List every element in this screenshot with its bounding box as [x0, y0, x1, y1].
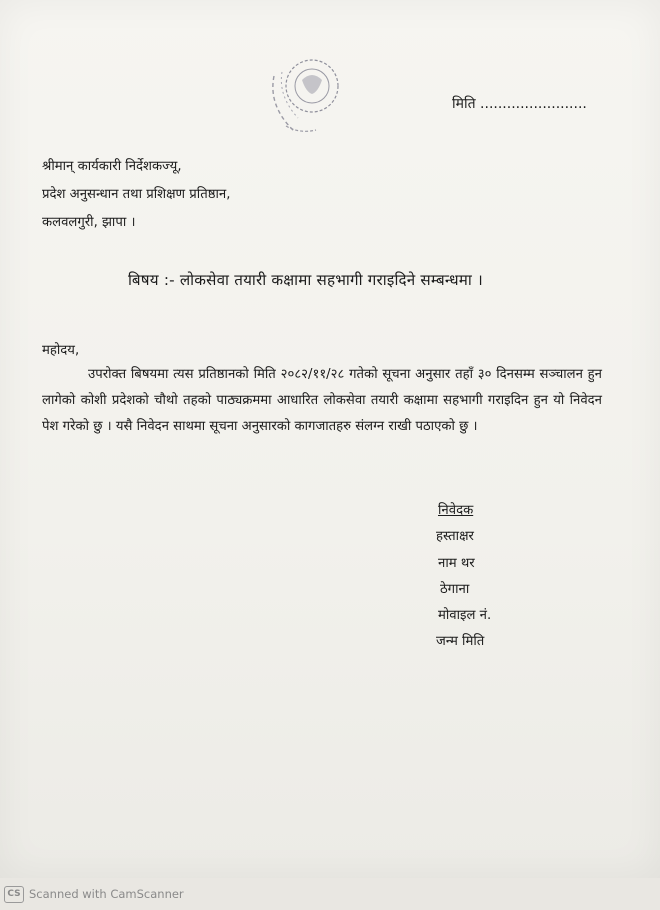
signature-field-address: ठेगाना	[440, 582, 470, 597]
signature-field-mobile: मोवाइल नं.	[438, 608, 492, 623]
letter-body: उपरोक्त बिषयमा त्यस प्रतिष्ठानको मिति २०८२/११/२८ गतेको सूचना अनुसार तहाँ ३० दिनसम्म सञ्चालन हुन लागेको कोशी प्रदेशको चौथो तहको पाठ्यक्रममा आधारित लोकसेवा तयारी कक्षामा सहभागी गराइदिन हुन यो निवेदन पेश गरेको छु । यसै निवेदन साथमा सूचना अनुसारको कागजातहरु संलग्न राखी पठाएको छु ।	[42, 367, 602, 434]
signature-heading: निवेदक	[438, 503, 474, 518]
signature-field-birthdate: जन्म मिति	[436, 634, 485, 649]
signature-field-signature: हस्ताक्षर	[436, 529, 474, 544]
addressee-line-2: प्रदेश अनुसन्धान तथा प्रशिक्षण प्रतिष्ठान,	[42, 187, 231, 202]
salutation: महोदय,	[42, 343, 80, 358]
addressee-line-3: कलवलगुरी, झापा ।	[42, 215, 136, 230]
scanner-watermark	[4, 884, 184, 904]
signature-field-name: नाम थर	[438, 556, 475, 571]
addressee-line-1: श्रीमान् कार्यकारी निर्देशकज्यू,	[42, 159, 182, 174]
watermark-text: Scanned with CamScanner	[29, 887, 184, 901]
official-stamp-icon	[262, 46, 352, 146]
date-line: मिति ........................	[452, 96, 587, 112]
camscanner-logo-icon: CS	[4, 886, 24, 903]
subject-line: बिषय :- लोकसेवा तयारी कक्षामा सहभागी गराइदिने सम्बन्धमा ।	[128, 271, 483, 289]
